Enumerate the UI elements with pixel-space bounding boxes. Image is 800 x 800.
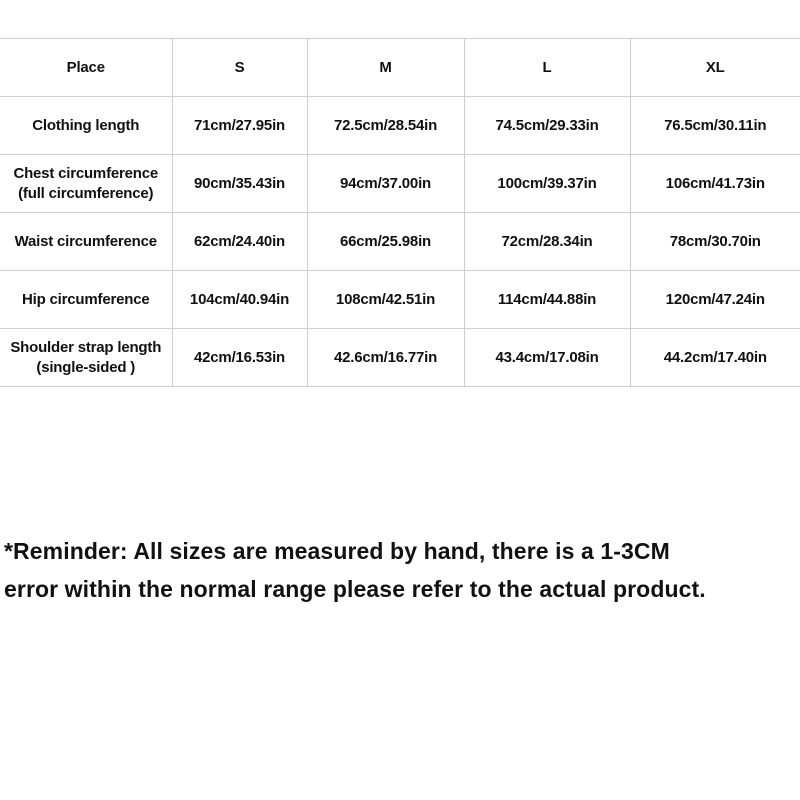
header-cell-m: M (307, 39, 464, 97)
row-label-hip-circumference (0, 271, 172, 329)
value-cell: 72.5cm/28.54in (307, 97, 464, 155)
value-cell: 90cm/35.43in (172, 155, 307, 213)
table-row (0, 271, 800, 329)
value-cell: 114cm/44.88in (464, 271, 630, 329)
row-label-line: Hip circumference (22, 290, 150, 308)
value-cell: 78cm/30.70in (630, 213, 800, 271)
value-cell: 43.4cm/17.08in (464, 329, 630, 387)
row-label-shoulder-strap-length (0, 329, 172, 387)
value-cell: 44.2cm/17.40in (630, 329, 800, 387)
table-row (0, 155, 800, 213)
table-row (0, 213, 800, 271)
row-label-line: (single-sided ) (36, 358, 136, 376)
row-label-line: (full circumference) (18, 184, 154, 202)
value-cell: 62cm/24.40in (172, 213, 307, 271)
table-row (0, 97, 800, 155)
row-label-waist-circumference (0, 213, 172, 271)
value-cell: 72cm/28.34in (464, 213, 630, 271)
header-row (0, 39, 800, 97)
value-cell: 66cm/25.98in (307, 213, 464, 271)
value-cell: 76.5cm/30.11in (630, 97, 800, 155)
table-row (0, 329, 800, 387)
row-label-line: Chest circumference (13, 164, 159, 182)
value-cell: 106cm/41.73in (630, 155, 800, 213)
value-cell: 71cm/27.95in (172, 97, 307, 155)
value-cell: 104cm/40.94in (172, 271, 307, 329)
value-cell: 74.5cm/29.33in (464, 97, 630, 155)
header-cell-place: Place (0, 39, 172, 97)
reminder-line: error within the normal range please refer to the actual product. (4, 576, 706, 602)
value-cell: 108cm/42.51in (307, 271, 464, 329)
reminder-note (4, 532, 798, 608)
value-cell: 42.6cm/16.77in (307, 329, 464, 387)
row-label-line: Shoulder strap length (10, 338, 162, 356)
row-label-chest-circumference (0, 155, 172, 213)
row-label-line: Clothing length (32, 116, 140, 134)
header-cell-xl: XL (630, 39, 800, 97)
value-cell: 94cm/37.00in (307, 155, 464, 213)
value-cell: 120cm/47.24in (630, 271, 800, 329)
row-label-line: Waist circumference (14, 232, 157, 250)
header-cell-l: L (464, 39, 630, 97)
header-cell-s: S (172, 39, 307, 97)
value-cell: 100cm/39.37in (464, 155, 630, 213)
value-cell: 42cm/16.53in (172, 329, 307, 387)
size-chart-table (0, 38, 800, 387)
reminder-line: *Reminder: All sizes are measured by hand, there is a 1-3CM (4, 538, 670, 564)
row-label-clothing-length (0, 97, 172, 155)
